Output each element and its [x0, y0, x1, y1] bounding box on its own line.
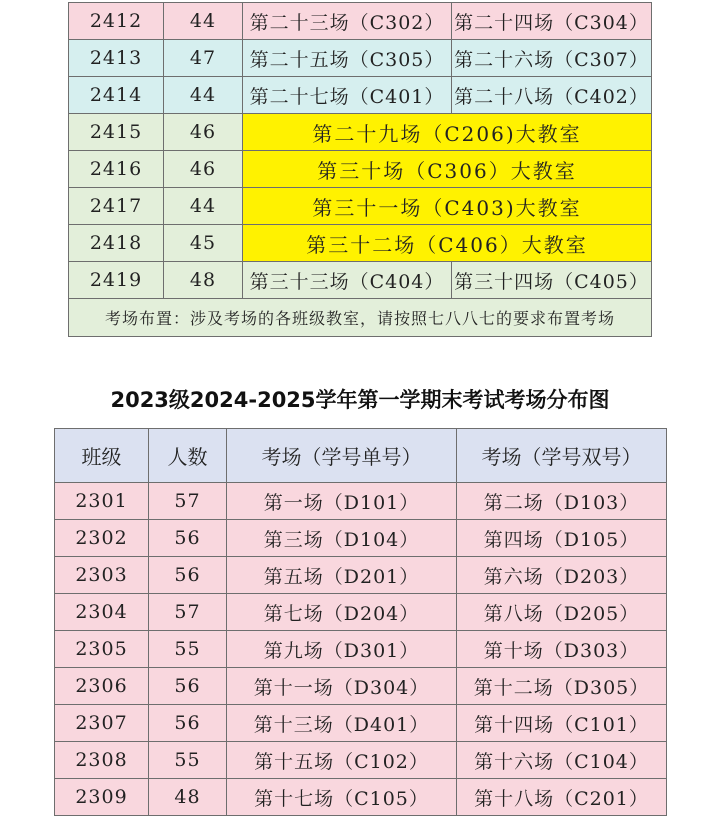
- table-row: [69, 3, 652, 40]
- table-row: [69, 151, 652, 188]
- count-cell: 46: [164, 151, 243, 188]
- table-row: [55, 520, 667, 557]
- count-cell: 48: [149, 779, 227, 816]
- even-room-cell: 第十六场（C104）: [457, 742, 667, 779]
- count-cell: 55: [149, 631, 227, 668]
- table-row: [69, 188, 652, 225]
- class-cell: 2419: [69, 262, 164, 299]
- class-cell: 2413: [69, 40, 164, 77]
- odd-room-cell: 第十三场（D401）: [227, 705, 457, 742]
- count-cell: 44: [164, 77, 243, 114]
- class-cell: 2307: [55, 705, 149, 742]
- odd-room-cell: 第七场（D204）: [227, 594, 457, 631]
- layout-note: 考场布置：涉及考场的各班级教室，请按照七八八七的要求布置考场: [69, 299, 652, 337]
- class-cell: 2308: [55, 742, 149, 779]
- count-cell: 44: [164, 3, 243, 40]
- count-cell: 56: [149, 520, 227, 557]
- table-row: [69, 40, 652, 77]
- column-header-odd-room: 考场（学号单号）: [227, 429, 457, 483]
- class-cell: 2302: [55, 520, 149, 557]
- even-room-cell: 第十场（D303）: [457, 631, 667, 668]
- count-cell: 44: [164, 188, 243, 225]
- page-title: 2023级2024-2025学年第一学期末考试考场分布图: [110, 388, 610, 412]
- table-row: [69, 262, 652, 299]
- even-room-cell: 第二十六场（C307）: [452, 40, 652, 77]
- odd-room-cell: 第一场（D101）: [227, 483, 457, 520]
- odd-room-cell: 第三十三场（C404）: [243, 262, 452, 299]
- odd-room-cell: 第十一场（D304）: [227, 668, 457, 705]
- lecture-hall-room-cell: 第三十一场（C403)大教室: [243, 188, 652, 225]
- table-row: [55, 742, 667, 779]
- lecture-hall-room-cell: 第三十二场（C406）大教室: [243, 225, 652, 262]
- odd-room-cell: 第五场（D201）: [227, 557, 457, 594]
- table-row: [55, 705, 667, 742]
- even-room-cell: 第二场（D103）: [457, 483, 667, 520]
- table-row: [55, 631, 667, 668]
- exam-room-table-2023: [54, 428, 667, 816]
- count-cell: 47: [164, 40, 243, 77]
- table-row: [69, 77, 652, 114]
- odd-room-cell: 第十七场（C105）: [227, 779, 457, 816]
- odd-room-cell: 第九场（D301）: [227, 631, 457, 668]
- count-cell: 57: [149, 483, 227, 520]
- even-room-cell: 第四场（D105）: [457, 520, 667, 557]
- table-row: [55, 557, 667, 594]
- column-header-class: 班级: [55, 429, 149, 483]
- even-room-cell: 第十四场（C101）: [457, 705, 667, 742]
- table-row: [55, 594, 667, 631]
- class-cell: 2417: [69, 188, 164, 225]
- count-cell: 45: [164, 225, 243, 262]
- even-room-cell: 第十二场（D305）: [457, 668, 667, 705]
- class-cell: 2415: [69, 114, 164, 151]
- odd-room-cell: 第二十五场（C305）: [243, 40, 452, 77]
- lecture-hall-room-cell: 第三十场（C306）大教室: [243, 151, 652, 188]
- class-cell: 2306: [55, 668, 149, 705]
- count-cell: 56: [149, 668, 227, 705]
- count-cell: 56: [149, 705, 227, 742]
- even-room-cell: 第六场（D203）: [457, 557, 667, 594]
- even-room-cell: 第八场（D205）: [457, 594, 667, 631]
- table-row: [69, 114, 652, 151]
- class-cell: 2412: [69, 3, 164, 40]
- exam-room-table-2024: [68, 2, 652, 337]
- lecture-hall-room-cell: 第二十九场（C206)大教室: [243, 114, 652, 151]
- odd-room-cell: 第二十七场（C401）: [243, 77, 452, 114]
- odd-room-cell: 第三场（D104）: [227, 520, 457, 557]
- table-row: [69, 225, 652, 262]
- header-row: [55, 429, 667, 483]
- count-cell: 57: [149, 594, 227, 631]
- table-row: [55, 668, 667, 705]
- class-cell: 2301: [55, 483, 149, 520]
- count-cell: 48: [164, 262, 243, 299]
- class-cell: 2305: [55, 631, 149, 668]
- count-cell: 55: [149, 742, 227, 779]
- class-cell: 2414: [69, 77, 164, 114]
- table-row: [55, 483, 667, 520]
- odd-room-cell: 第十五场（C102）: [227, 742, 457, 779]
- even-room-cell: 第三十四场（C405）: [452, 262, 652, 299]
- even-room-cell: 第二十四场（C304）: [452, 3, 652, 40]
- odd-room-cell: 第二十三场（C302）: [243, 3, 452, 40]
- class-cell: 2304: [55, 594, 149, 631]
- table-row: [55, 779, 667, 816]
- class-cell: 2303: [55, 557, 149, 594]
- column-header-count: 人数: [149, 429, 227, 483]
- count-cell: 56: [149, 557, 227, 594]
- column-header-even-room: 考场（学号双号）: [457, 429, 667, 483]
- class-cell: 2309: [55, 779, 149, 816]
- note-row: [69, 299, 652, 337]
- count-cell: 46: [164, 114, 243, 151]
- even-room-cell: 第二十八场（C402）: [452, 77, 652, 114]
- class-cell: 2416: [69, 151, 164, 188]
- class-cell: 2418: [69, 225, 164, 262]
- even-room-cell: 第十八场（C201）: [457, 779, 667, 816]
